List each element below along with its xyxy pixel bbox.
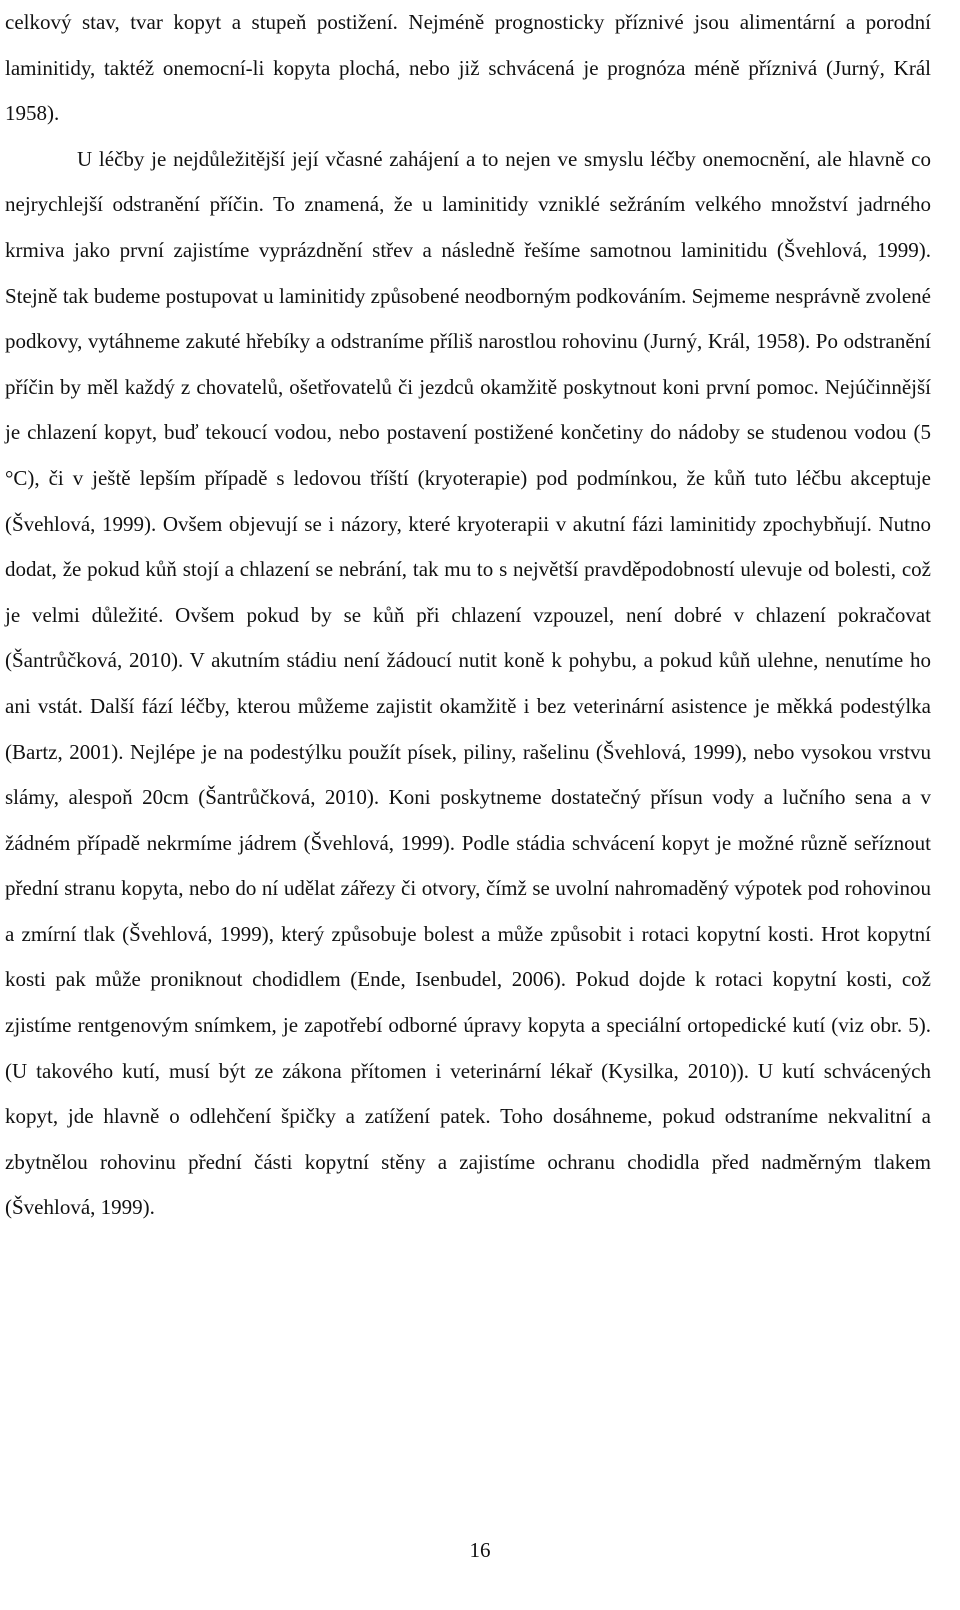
paragraph-treatment: U léčby je nejdůležitější její včasné zahájení a to nejen ve smyslu léčby onemocnění, ale hlavně co nejrychlejší odstranění příčin. To znamená, že u laminitidy vzniklé sežráním velkého množství jadrného krmiva jako první zajistíme vyprázdnění střev a následně řešíme samotnou laminitidu (Švehlová, 1999). Stejně tak budeme postupovat u laminitidy způsobené neodborným podkováním. Sejmeme nesprávně zvolené podkovy, vytáhneme zakuté hřebíky a odstraníme příliš narostlou rohovinu (Jurný, Král, 1958). Po odstranění příčin by měl každý z chovatelů, ošetřovatelů či jezdců okamžitě poskytnout koni první pomoc. Nejúčinnější je chlazení kopyt, buď tekoucí vodou, nebo postavení postižené končetiny do nádoby se studenou vodou (5 °C), či v ještě lepším případě s ledovou tříští (kryoterapie) pod podmínkou, že kůň tuto léčbu akceptuje (Švehlová, 1999). Ovšem objevují se i názory, které kryoterapii v akutní fázi laminitidy zpochybňují. Nutno dodat, že pokud kůň stojí a chlazení se nebrání, tak mu to s největší pravděpodobností ulevuje od bolesti, což je velmi důležité. Ovšem pokud by se kůň při chlazení vzpouzel, není dobré v chlazení pokračovat (Šantrůčková, 2010). V akutním stádiu není žádoucí nutit koně k pohybu, a pokud kůň ulehne, nenutíme ho ani vstát. Další fází léčby, kterou můžeme zajistit okamžitě i bez veterinární asistence je měkká podestýlka (Bartz, 2001). Nejlépe je na podestýlku použít písek, piliny, rašelinu (Švehlová, 1999), nebo vysokou vrstvu slámy, alespoň 20cm (Šantrůčková, 2010). Koni poskytneme dostatečný přísun vody a lučního sena a v žádném případě nekrmíme jádrem (Švehlová, 1999). Podle stádia schvácení kopyt je možné různě seříznout přední stranu kopyta, nebo do ní udělat zářezy či otvory, čímž se uvolní nahromaděný výpotek pod rohovinou a zmírní tlak (Švehlová, 1999), který způsobuje bolest a může způsobit i rotaci kopytní kosti. Hrot kopytní kosti pak může proniknout chodidlem (Ende, Isenbudel, 2006). Pokud dojde k rotaci kopytní kosti, což zjistíme rentgenovým snímkem, je zapotřebí odborné úpravy kopyta a speciální ortopedické kutí (viz obr. 5). (U takového kutí, musí být ze zákona přítomen i veterinární lékař (Kysilka, 2010)). U kutí schvácených kopyt, jde hlavně o odlehčení špičky a zatížení patek. Toho dosáhneme, pokud odstraníme nekvalitní a zbytnělou rohovinu přední části kopytní stěny a zajistíme ochranu chodidla před nadměrným tlakem (Švehlová, 1999). [5,146,931,1220]
page-number: 16 [469,1538,491,1562]
body-text [5,0,931,1231]
paragraph-prognosis: celkový stav, tvar kopyt a stupeň postižení. Nejméně prognosticky příznivé jsou alimentární a porodní laminitidy, taktéž onemocní-li kopyta plochá, nebo již schvácená je prognóza méně příznivá (Jurný, Král 1958). [5,10,931,126]
